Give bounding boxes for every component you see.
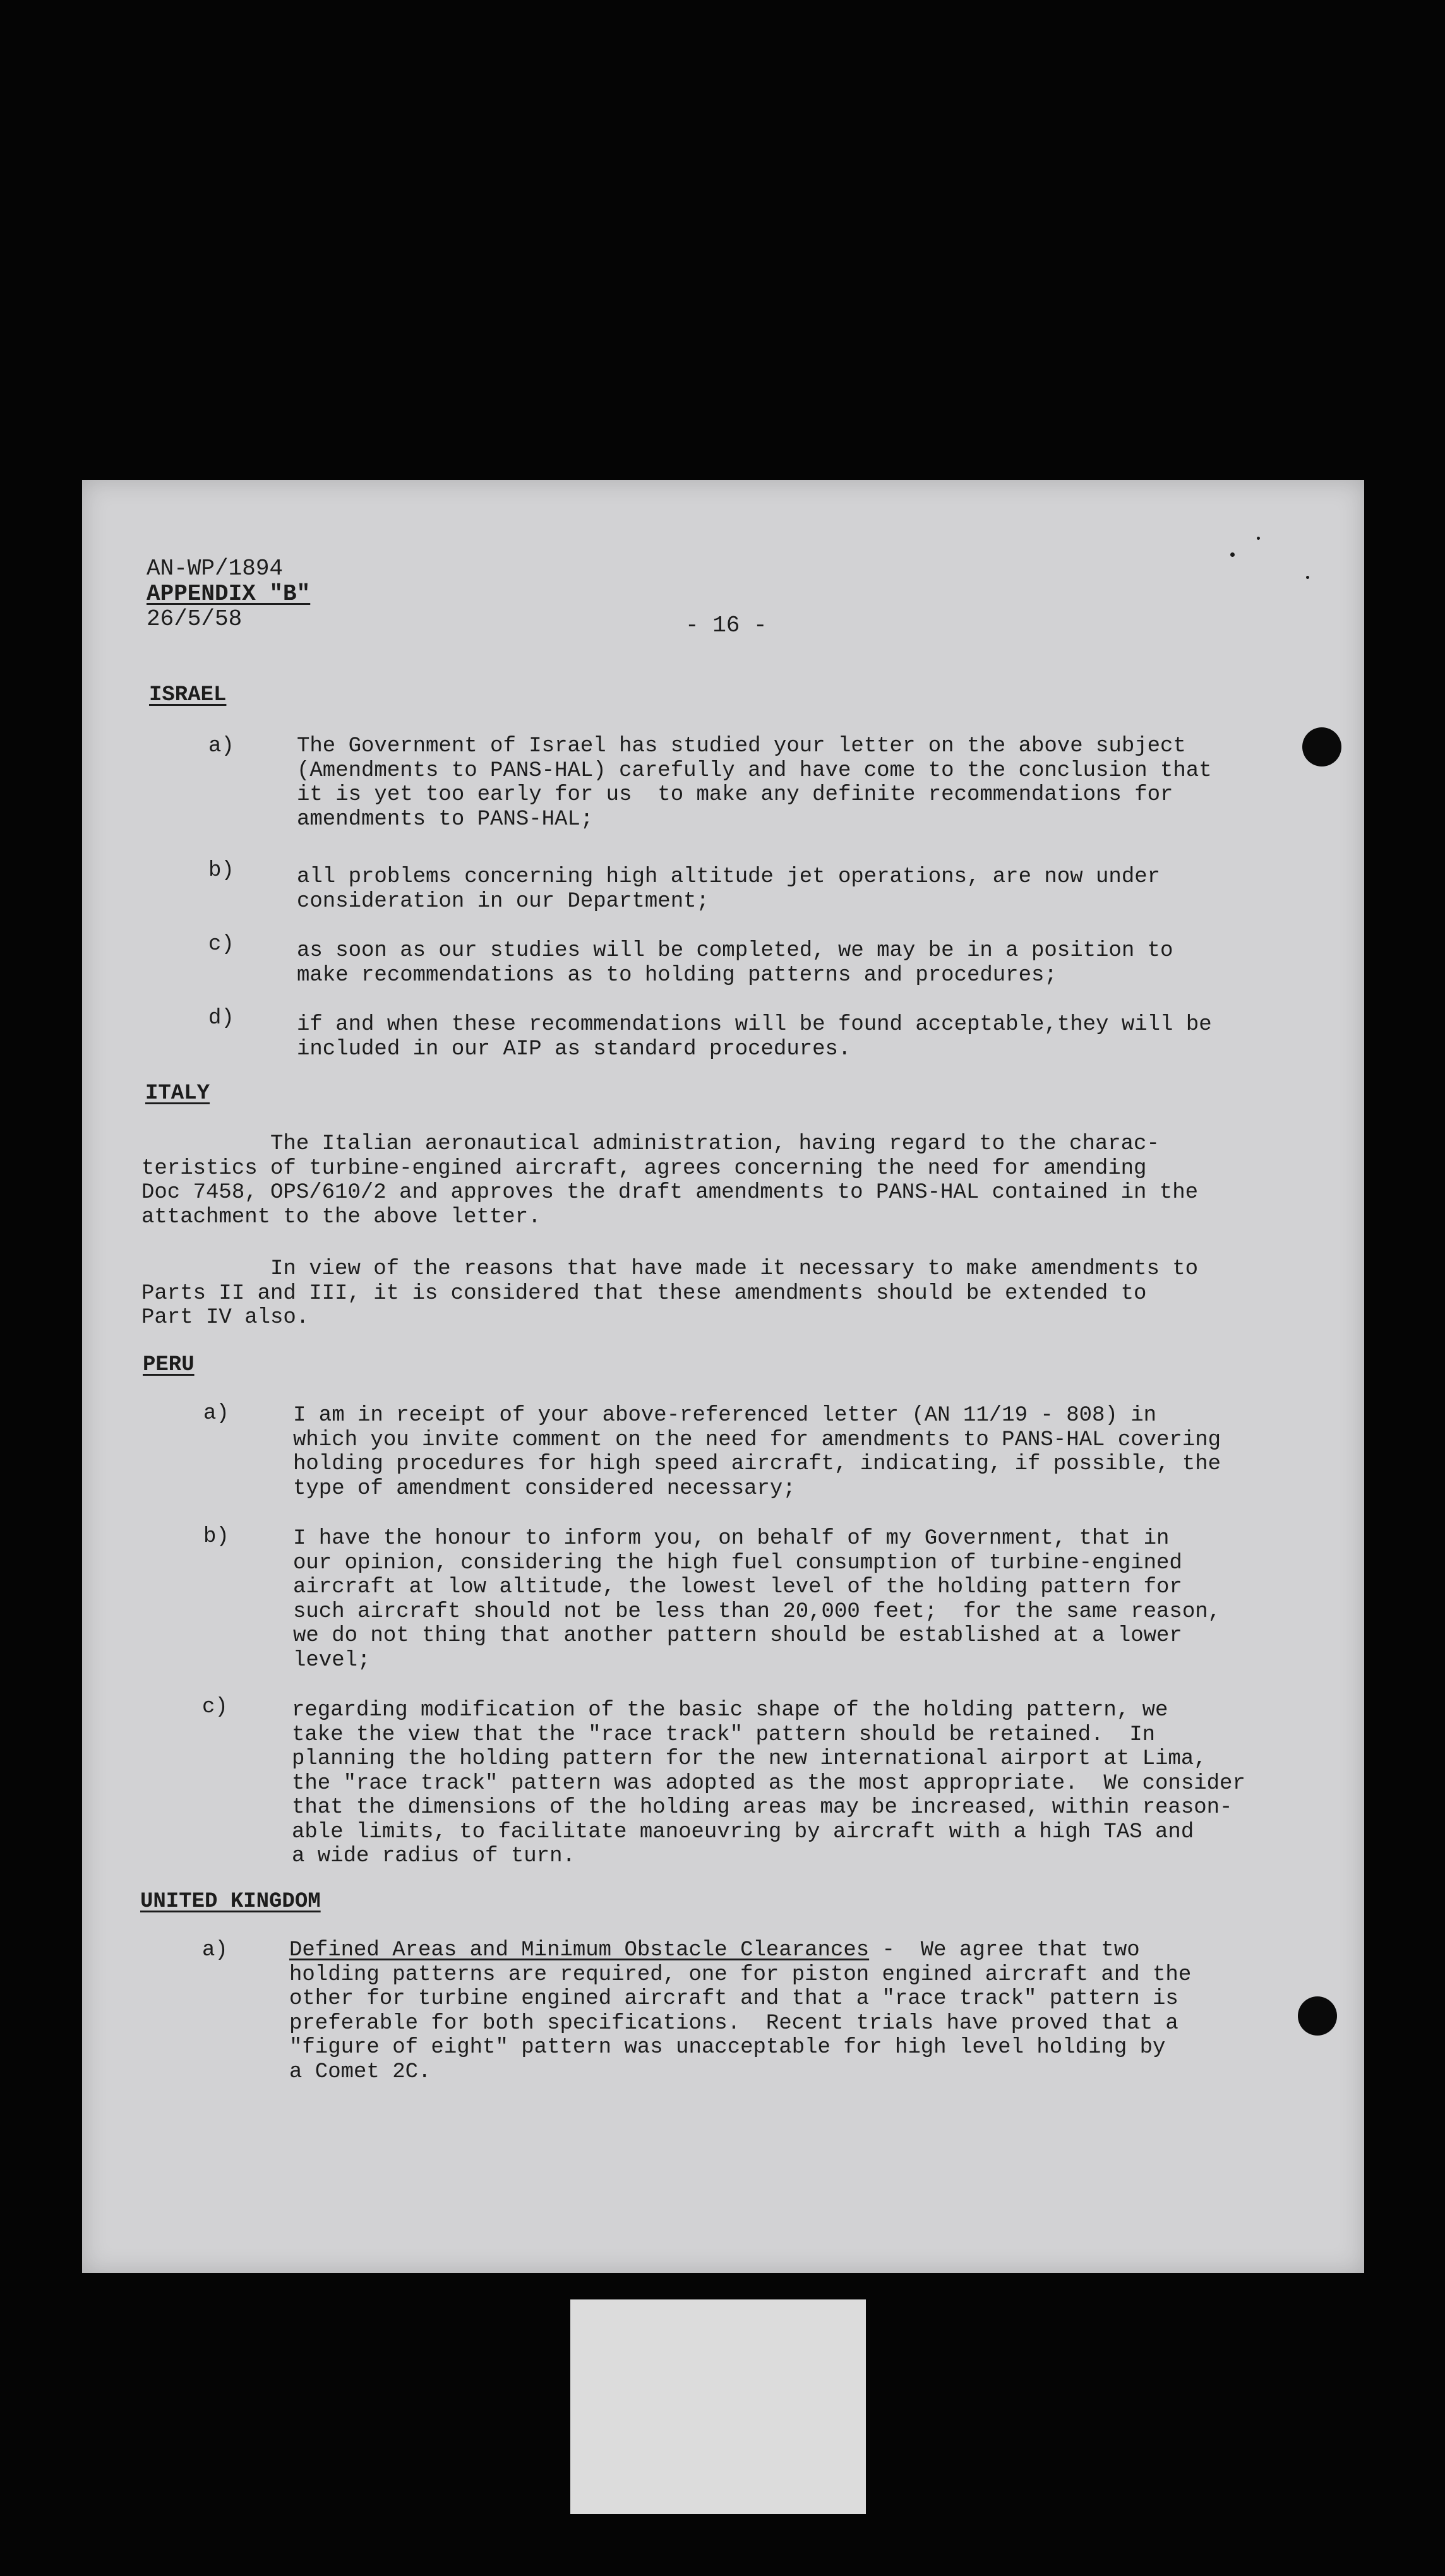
- peru-item-b-text: I have the honour to inform you, on behalf of my Government, that in our opinion, considering the high fuel consumption of turbine-engined aircraft at low altitude, the lowest level of the holding pattern for such aircraft should not be less than 20,000 feet; for the same reason, we do not thing that another pattern should be established at a lower level;: [293, 1527, 1221, 1673]
- punch-hole-top: [1302, 727, 1341, 766]
- punch-hole-bottom: [1298, 1996, 1337, 2036]
- israel-item-a-text: The Government of Israel has studied your letter on the above subject (Amendments to PANS-HAL) carefully and have come to the conclusion that it is yet too early for us to make any definite recommendations for amendments to PANS-HAL;: [297, 734, 1212, 832]
- heading-peru: PERU: [143, 1353, 195, 1377]
- heading-united-kingdom: UNITED KINGDOM: [140, 1890, 321, 1914]
- peru-item-a-text: I am in receipt of your above-referenced letter (AN 11/19 - 808) in which you invite comment on the need for amendments to PANS-HAL covering holding procedures for high speed aircraft, indicating, if possible, the type of amendment considered necessary;: [293, 1404, 1221, 1501]
- appendix-label: APPENDIX "B": [147, 581, 311, 607]
- italy-paragraph-2: In view of the reasons that have made it necessary to make amendments to Parts II and III, it is considered that these amendments should be extended to Part IV also.: [141, 1257, 1199, 1330]
- israel-item-b-label: b): [208, 859, 234, 883]
- peru-item-c-label: c): [202, 1695, 228, 1719]
- speck: [1230, 552, 1235, 557]
- doc-ref: AN-WP/1894: [147, 556, 284, 581]
- uk-item-a-text: Defined Areas and Minimum Obstacle Clearances - We agree that two holding patterns are required, one for piston engined aircraft and the other for turbine engined aircraft and that a "race track" pattern is preferable for both specifications. Recent trials have proved that a "figure of eight" pattern was unacceptable for high level holding by a Comet 2C.: [289, 1938, 1192, 2084]
- speck: [1257, 537, 1260, 540]
- blank-card: [570, 2299, 866, 2514]
- israel-item-c-text: as soon as our studies will be completed, we may be in a position to make recommendations as to holding patterns and procedures;: [297, 939, 1173, 987]
- doc-date: 26/5/58: [147, 606, 243, 632]
- uk-item-a-title: Defined Areas and Minimum Obstacle Clearances: [289, 1938, 870, 1962]
- israel-item-a-label: a): [208, 734, 234, 758]
- israel-item-c-label: c): [208, 933, 234, 957]
- peru-item-b-label: b): [203, 1525, 229, 1549]
- page-number: - 16 -: [685, 612, 767, 638]
- uk-item-a-title-suffix: - We agree that two: [869, 1938, 1140, 1962]
- israel-item-b-text: all problems concerning high altitude jet operations, are now under consideration in our Department;: [297, 865, 1161, 914]
- israel-item-d-text: if and when these recommendations will be found acceptable,they will be included in our AIP as standard procedures.: [297, 1013, 1212, 1061]
- heading-israel: ISRAEL: [149, 683, 227, 707]
- uk-item-a-label: a): [202, 1938, 228, 1962]
- peru-item-a-label: a): [203, 1402, 229, 1426]
- heading-italy: ITALY: [145, 1082, 210, 1106]
- speck: [1306, 576, 1309, 579]
- israel-item-d-label: d): [208, 1006, 234, 1030]
- peru-item-c-text: regarding modification of the basic shape of the holding pattern, we take the view that the "race track" pattern should be retained. In planning the holding pattern for the new international airport at Lima, the "race track" pattern was adopted as the most appropriate. We consider that the dimensions of the holding areas may be increased, within reason- able limits, to facilitate manoeuvring by aircraft with a high TAS and a wide radius of turn.: [292, 1698, 1245, 1868]
- italy-paragraph-1: The Italian aeronautical administration, having regard to the charac- teristics of turbine-engined aircraft, agrees concerning the need for amending Doc 7458, OPS/610/2 and approves the draft amendments to PANS-HAL contained in the attachment to the above letter.: [141, 1132, 1199, 1229]
